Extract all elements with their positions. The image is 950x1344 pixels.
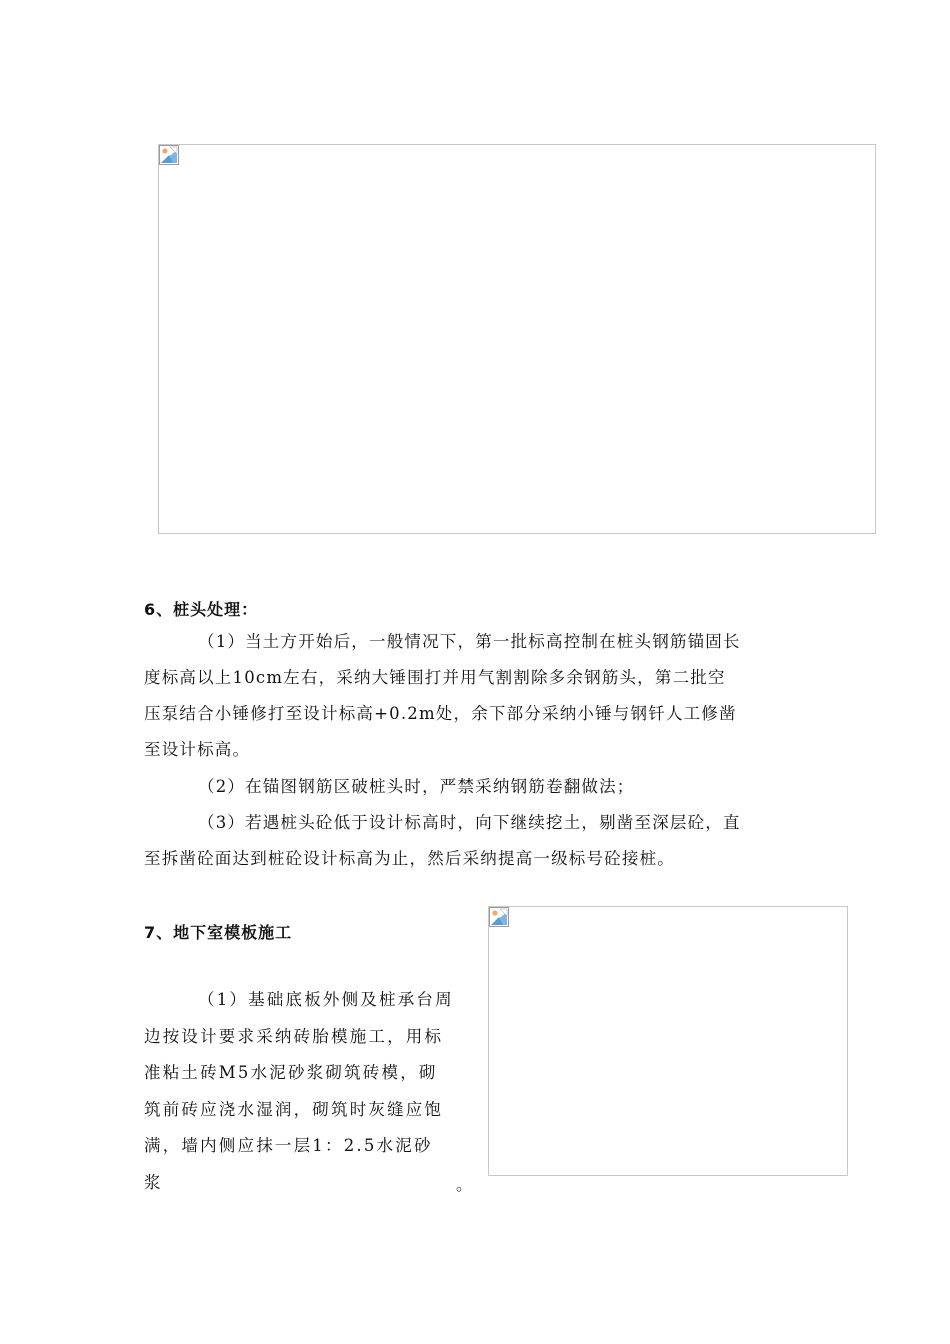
s7-line-2: 边按设计要求采纳砖胎模施工，用标 [144, 1026, 444, 1046]
section-6-heading: 6、桩头处理： [144, 600, 259, 619]
p1-line-2: 度标高以上10cm左右，采纳大锤围打并用气割割除多余钢筋头，第二批空 [144, 668, 726, 687]
p2-text: （2）在锚图钢筋区破桩头时，严禁采纳钢筋卷翻做法； [198, 777, 635, 796]
section-7-paragraph-1 [144, 982, 474, 1201]
section-6-paragraph-1 [144, 624, 824, 768]
section-6-paragraph-3 [144, 805, 824, 877]
p3-line-1: （3）若遇桩头砼低于设计标高时，向下继续挖土，剔凿至深层砼，直 [198, 813, 741, 832]
s7-line-6: 浆 [144, 1172, 163, 1192]
image-placeholder-right [488, 906, 848, 1176]
broken-image-icon [159, 145, 179, 165]
s7-period: 。 [456, 1175, 473, 1194]
section-6-paragraph-2 [144, 769, 824, 805]
s7-line-5: 满，墙内侧应抹一层1：2.5水泥砂 [144, 1136, 433, 1155]
p3-line-2: 至拆凿砼面达到桩砼设计标高为止，然后采纳提高一级标号砼接桩。 [144, 849, 675, 868]
p1-line-1: （1）当土方开始后，一般情况下，第一批标高控制在桩头钢筋锚固长 [198, 632, 741, 651]
p1-line-3: 压泵结合小锤修打至设计标高+0.2m处，余下部分采纳小锤与钢钎人工修凿 [144, 704, 737, 723]
section-7-heading: 7、地下室模板施工 [144, 923, 293, 942]
broken-image-icon [489, 907, 509, 927]
s7-line-4: 筑前砖应浇水湿润，砌筑时灰缝应饱 [144, 1099, 444, 1119]
s7-line-3: 准粘土砖M5水泥砂浆砌筑砖模，砌 [144, 1063, 438, 1082]
p1-line-4: 至设计标高。 [144, 740, 251, 759]
image-placeholder-top [158, 144, 876, 534]
s7-line-1: （1）基础底板外侧及桩承台周 [198, 990, 454, 1009]
